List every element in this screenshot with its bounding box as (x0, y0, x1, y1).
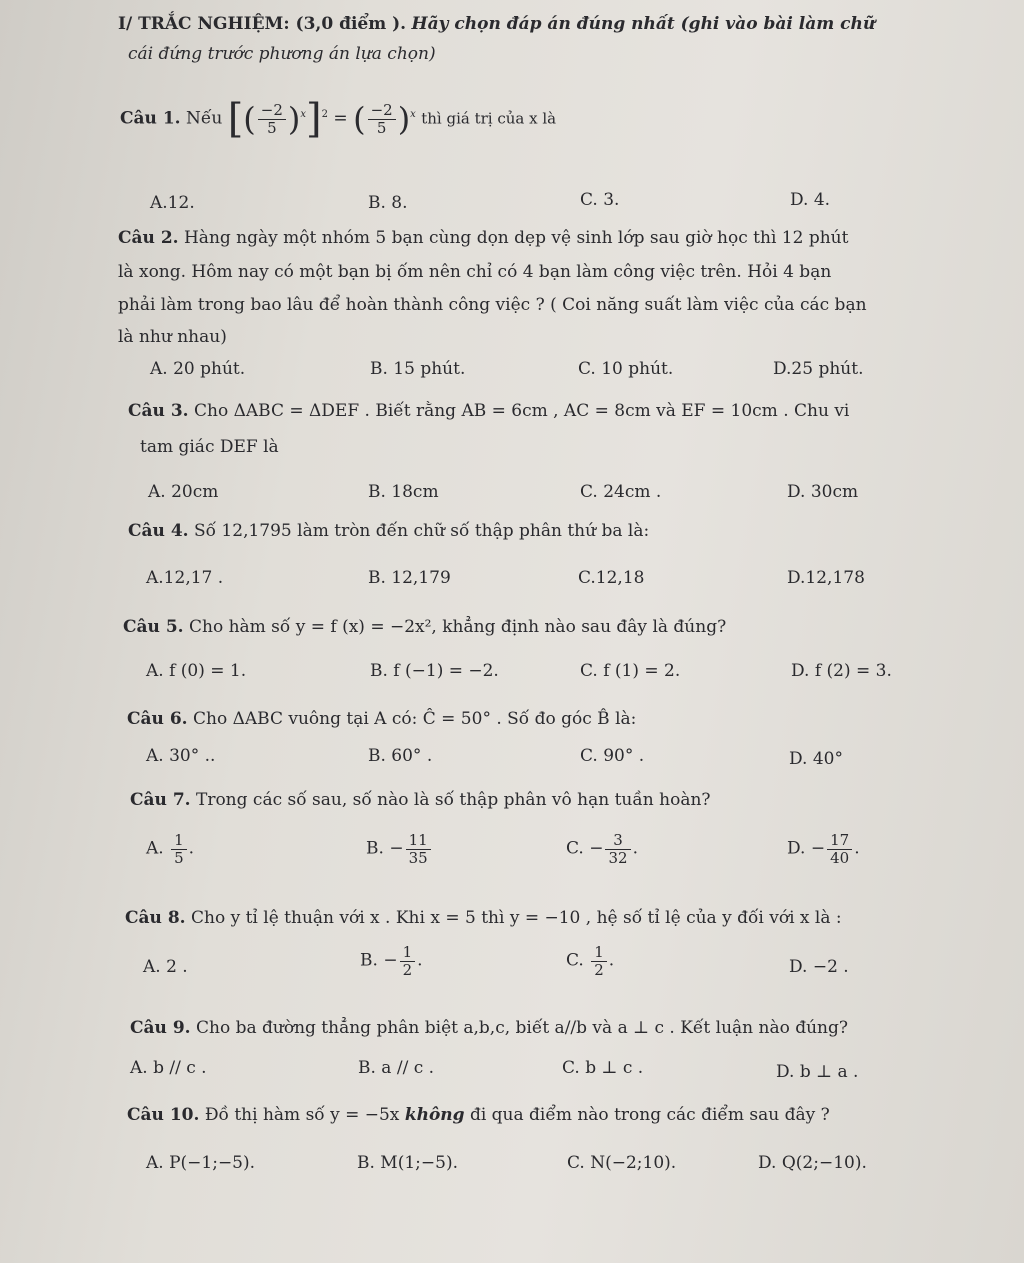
q3-line-2: tam giác DEF là (140, 437, 279, 457)
q1-option-c[interactable]: C. 3. (580, 190, 620, 210)
q10-label: Câu 10. (127, 1105, 200, 1125)
q8-text: Cho y tỉ lệ thuận với x . Khi x = 5 thì y = −10 , hệ số tỉ lệ của y đối với x là : (190, 908, 842, 928)
q6-label: Câu 6. (127, 709, 188, 729)
q3-label: Câu 3. (128, 401, 189, 421)
instruction-line-2: cái đứng trước phương án lựa chọn) (128, 44, 436, 64)
q1-option-a[interactable]: A.12. (150, 193, 195, 213)
q10-text-after: đi qua điểm nào trong các điểm sau đây ? (469, 1105, 830, 1125)
q7-text: Trong các số sau, số nào là số thập phân vô hạn tuần hoàn? (195, 790, 711, 810)
q3-line-1: Cho ΔABC = ΔDEF . Biết rằng AB = 6cm , AC = 8cm và EF = 10cm . Chu vi (193, 401, 850, 421)
question-2 (118, 228, 848, 248)
q10-option-d[interactable]: D. Q(2;−10). (758, 1153, 867, 1173)
q1-tail: thì giá trị của x là (421, 109, 557, 128)
q2-line-4: là như nhau) (118, 327, 227, 347)
question-9 (130, 1018, 848, 1038)
q8-label: Câu 8. (125, 908, 186, 928)
q3-option-b[interactable]: B. 18cm (368, 482, 439, 502)
q5-option-d[interactable]: D. f (2) = 3. (791, 661, 892, 681)
q7-option-d[interactable]: D. − $\frac{17}{40}$ . (787, 831, 860, 867)
q8-option-c[interactable]: C. $\frac{1}{2}$ . (566, 943, 615, 979)
q2-line-1: Hàng ngày một nhóm 5 bạn cùng dọn dẹp vệ sinh lớp sau giờ học thì 12 phút (183, 228, 849, 248)
q1-label: Câu 1. (120, 108, 181, 129)
q7-label: Câu 7. (130, 790, 191, 810)
q9-option-d[interactable]: D. b ⊥ a . (776, 1062, 859, 1082)
question-1: Câu 1. Nếu [( $\frac{-2}{5}$ )$^x$]$^2$ = ( $\frac{-2}{5}$ )$^x$ thì giá trị của x là (120, 96, 557, 142)
q6-option-a[interactable]: A. 30° .. (146, 746, 216, 766)
q2-option-d[interactable]: D.25 phút. (773, 359, 864, 379)
q10-option-c[interactable]: C. N(−2;10). (567, 1153, 677, 1173)
q5-option-a[interactable]: A. f (0) = 1. (146, 661, 247, 681)
q7-option-c[interactable]: C. − $\frac{3}{32}$ . (566, 831, 638, 867)
q4-option-b[interactable]: B. 12,179 (368, 568, 451, 588)
q6-option-c[interactable]: C. 90° . (580, 746, 645, 766)
q2-option-b[interactable]: B. 15 phút. (370, 359, 466, 379)
section-title: I/ TRẮC NGHIỆM: (3,0 điểm ). (118, 14, 407, 34)
q1-fraction-a: $\frac{-2}{5}$ (258, 102, 286, 136)
q6-option-b[interactable]: B. 60° . (368, 746, 433, 766)
q4-option-c[interactable]: C.12,18 (578, 568, 645, 588)
q4-text: Số 12,1795 làm tròn đến chữ số thập phân thứ ba là: (193, 521, 650, 541)
q1-option-b[interactable]: B. 8. (368, 193, 408, 213)
q1-fraction-b: $\frac{-2}{5}$ (368, 102, 396, 136)
q9-option-c[interactable]: C. b ⊥ c . (562, 1058, 644, 1078)
q2-line-2: là xong. Hôm nay có một bạn bị ốm nên chỉ có 4 bạn làm công việc trên. Hỏi 4 bạn (118, 262, 832, 282)
q10-text-before: Đồ thị hàm số y = −5x (204, 1105, 400, 1125)
q8-option-d[interactable]: D. −2 . (789, 957, 849, 977)
q10-option-a[interactable]: A. P(−1;−5). (146, 1153, 256, 1173)
q2-option-a[interactable]: A. 20 phút. (150, 359, 246, 379)
q9-text: Cho ba đường thẳng phân biệt a,b,c, biết a//b và a ⊥ c . Kết luận nào đúng? (195, 1018, 849, 1038)
q5-option-b[interactable]: B. f (−1) = −2. (370, 661, 499, 681)
q2-line-3: phải làm trong bao lâu để hoàn thành công việc ? ( Coi năng suất làm việc của các bạn (118, 295, 867, 315)
q8-option-b[interactable]: B. − $\frac{1}{2}$ . (360, 943, 423, 979)
q3-option-d[interactable]: D. 30cm (787, 482, 859, 502)
q7-option-a[interactable]: A. $\frac{1}{5}$ . (146, 831, 195, 867)
q7-option-b[interactable]: B. − $\frac{11}{35}$ (366, 832, 433, 866)
question-3 (128, 401, 849, 421)
q4-label: Câu 4. (128, 521, 189, 541)
q10-text-bold: không (404, 1105, 465, 1125)
q2-label: Câu 2. (118, 228, 179, 248)
q4-option-d[interactable]: D.12,178 (787, 568, 865, 588)
q10-option-b[interactable]: B. M(1;−5). (357, 1153, 458, 1173)
q1-option-d[interactable]: D. 4. (790, 190, 831, 210)
q2-option-c[interactable]: C. 10 phút. (578, 359, 674, 379)
instruction-line-1: Hãy chọn đáp án đúng nhất (ghi vào bài làm chữ (411, 14, 876, 34)
question-5 (123, 617, 726, 637)
q9-option-b[interactable]: B. a // c . (358, 1058, 435, 1078)
q3-option-c[interactable]: C. 24cm . (580, 482, 662, 502)
question-4 (128, 521, 649, 541)
question-8 (125, 908, 842, 928)
q5-label: Câu 5. (123, 617, 184, 637)
q6-option-d[interactable]: D. 40° (789, 749, 843, 769)
q4-option-a[interactable]: A.12,17 . (146, 568, 224, 588)
q5-text: Cho hàm số y = f (x) = −2x², khẳng định nào sau đây là đúng? (188, 617, 727, 637)
question-7 (130, 790, 711, 810)
q6-text: Cho ΔABC vuông tại A có: Ĉ = 50° . Số đo góc B̂ là: (192, 709, 637, 729)
question-6 (127, 709, 636, 729)
q5-option-c[interactable]: C. f (1) = 2. (580, 661, 681, 681)
q9-option-a[interactable]: A. b // c . (130, 1058, 207, 1078)
section-header (118, 14, 875, 34)
q9-label: Câu 9. (130, 1018, 191, 1038)
q8-option-a[interactable]: A. 2 . (143, 957, 188, 977)
q3-option-a[interactable]: A. 20cm (148, 482, 219, 502)
q1-lead: Nếu (185, 108, 223, 129)
question-10 (127, 1105, 830, 1125)
